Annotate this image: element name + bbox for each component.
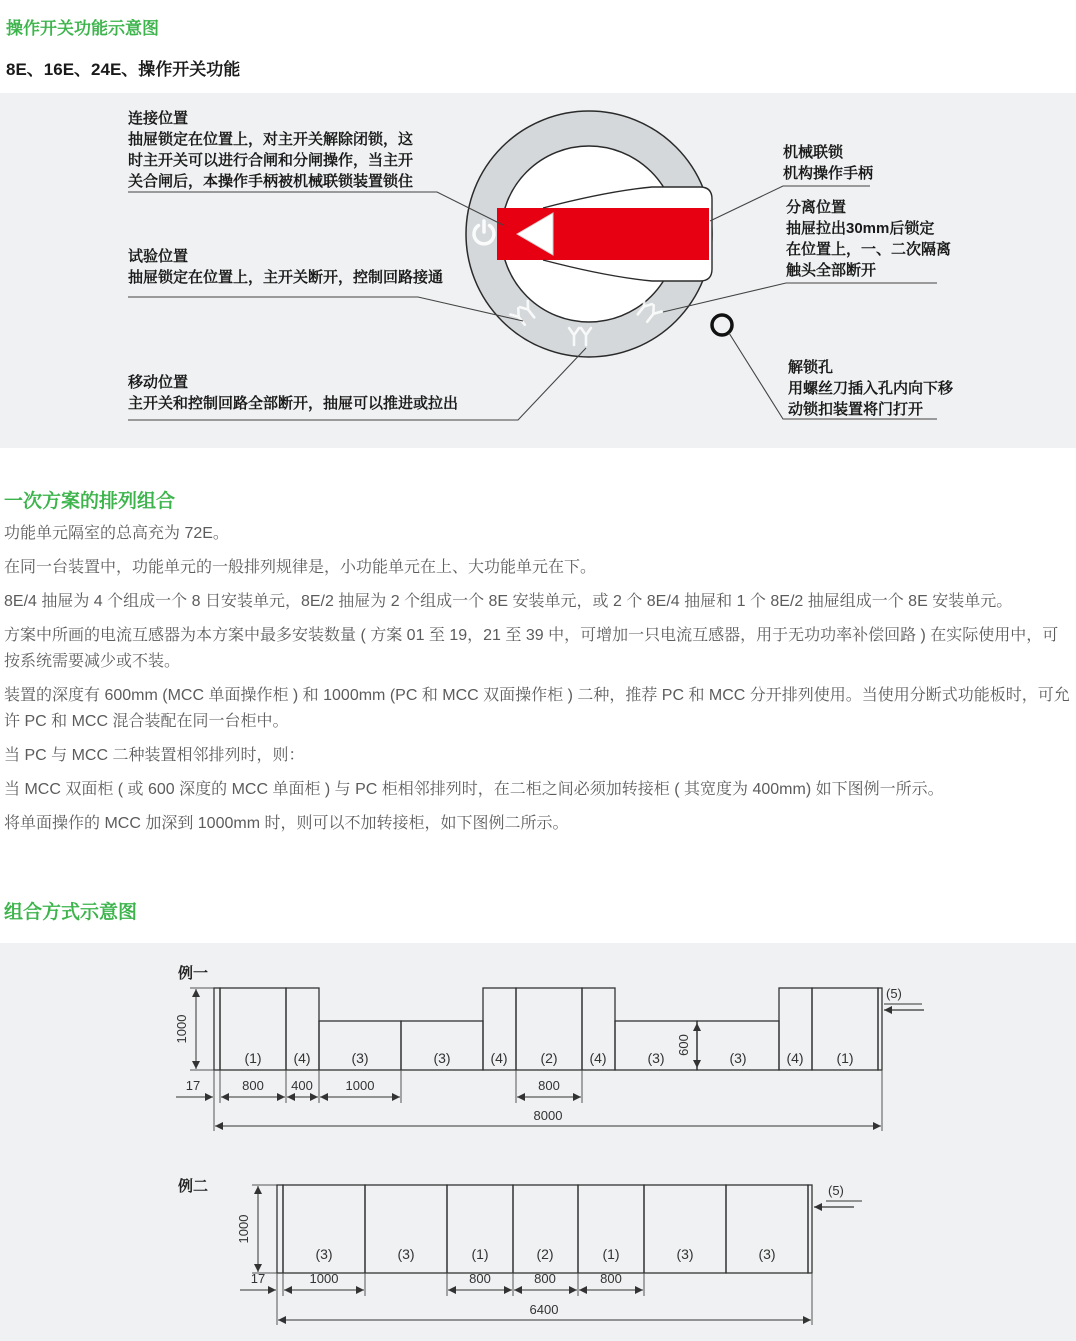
paragraph: 装置的深度有 600mm (MCC 单面操作柜 ) 和 1000mm (PC 和 MCC 双面操作柜 ) 二种，推荐 PC 和 MCC 分开排列使用。当使用分断式功能板时，可允许 PC 和 MCC 混合装配在同一台柜中。 (4, 687, 1070, 730)
example2-drawing (178, 1177, 862, 1325)
paragraph: 方案中所画的电流互感器为本方案中最多安装数量 ( 方案 01 至 19，21 至 39 中，可增加一只电流互感器，用于无功功率补偿回路 ) 在实际使用中，可按系统需要减少或不装。 (4, 627, 1059, 670)
unit-label: (4) (490, 1050, 508, 1066)
subheading-switch-types: 8E、16E、24E、操作开关功能 (6, 60, 241, 79)
arrangement-paragraphs (4, 521, 1074, 845)
callout-test-body: 抽屉锁定在位置上，主开关断开，控制回路接通 (128, 269, 444, 286)
example2-end-dim: 17 (250, 1271, 266, 1286)
end-panel (214, 988, 220, 1070)
section-heading-arrangement: 一次方案的排列组合 (4, 491, 176, 512)
paragraph: 8E/4 抽屉为 4 个组成一个 8 日安装单元，8E/2 抽屉为 2 个组成一个 8E 安装单元，或 2 个 8E/4 抽屉和 1 个 8E/2 抽屉组成一个 8E 安装单元。 (4, 593, 1013, 610)
example1-dim: 800 (538, 1078, 560, 1093)
unit-label: (3) (433, 1050, 451, 1066)
example2-panel-ref: (5) (828, 1183, 844, 1198)
paragraph: 在同一台装置中，功能单元的一般排列规律是，小功能单元在上、大功能单元在下。 (4, 559, 597, 576)
example1-dim: 400 (291, 1078, 313, 1093)
paragraph: 功能单元隔室的总高充为 72E。 (4, 525, 229, 542)
panel-combination-diagram (0, 943, 1076, 1341)
unit-label: (3) (647, 1050, 665, 1066)
example2-label: 例二 (178, 1178, 209, 1195)
example1-panel-ref: (5) (886, 986, 902, 1001)
unit-label: (1) (471, 1246, 489, 1262)
paragraph: 当 MCC 双面柜 ( 或 600 深度的 MCC 单面柜 ) 与 PC 柜相邻排列时，在二柜之间必须加转接柜 ( 其宽度为 400mm) 如下图例一所示。 (4, 781, 944, 798)
callout-connect-title: 连接位置 (128, 110, 189, 127)
example2-dim: 800 (534, 1271, 556, 1286)
example2-depth-dim: 1000 (236, 1214, 251, 1244)
callout-separate-body: 抽屉拉出30mm后锁定 在位置上，一、二次隔离 触头全部断开 (786, 220, 952, 279)
unit-label: (3) (758, 1246, 776, 1262)
example1-600-dim: 600 (676, 1034, 691, 1056)
example2-dim: 800 (469, 1271, 491, 1286)
unit-label: (4) (786, 1050, 804, 1066)
section-heading-combination: 组合方式示意图 (4, 902, 138, 923)
callout-interlock: 机械联锁 机构操作手柄 (783, 144, 874, 182)
unit-label: (1) (244, 1050, 262, 1066)
callout-unlock-hole (788, 357, 1018, 420)
callout-connect-body: 抽屉锁定在位置上，对主开关解除闭锁，这 时主开关可以进行合闸和分闸操作，当主开 关合闸后，本操作手柄被机械联锁装置锁住 (128, 131, 414, 190)
callout-test-position (128, 246, 488, 288)
unit-label: (3) (397, 1246, 415, 1262)
unit-label: (3) (676, 1246, 694, 1262)
example1-total-dim: 8000 (533, 1108, 563, 1123)
section-heading-switch-function: 操作开关功能示意图 (6, 19, 159, 38)
example1-label: 例一 (178, 965, 209, 982)
callout-move-body: 主开关和控制回路全部断开，抽屉可以推进或拉出 (128, 395, 459, 412)
example2-dim: 800 (600, 1271, 622, 1286)
callout-separate-title: 分离位置 (786, 199, 847, 216)
example2-total-dim: 6400 (529, 1302, 559, 1317)
example1-drawing (174, 964, 924, 1131)
unit-label: (2) (540, 1050, 558, 1066)
callout-test-title: 试验位置 (128, 248, 189, 265)
paragraph: 将单面操作的 MCC 加深到 1000mm 时，则可以不加转接柜，如下图例二所示。 (4, 815, 569, 832)
example1-end-dim: 17 (185, 1078, 201, 1093)
unlock-hole-icon (712, 315, 732, 335)
example1-dim: 1000 (345, 1078, 375, 1093)
end-panel (878, 988, 882, 1070)
paragraph: 当 PC 与 MCC 二种装置相邻排列时，则： (4, 747, 305, 764)
callout-connect-position (128, 108, 458, 192)
example1-dim: 800 (242, 1078, 264, 1093)
unit-label: (3) (729, 1050, 747, 1066)
unit-label: (1) (836, 1050, 854, 1066)
example2-dim: 1000 (309, 1271, 339, 1286)
callout-unlock-title: 解锁孔 (788, 359, 834, 376)
callout-unlock-body: 用螺丝刀插入孔内向下移 动锁扣装置将门打开 (788, 380, 954, 418)
unit-label: (4) (589, 1050, 607, 1066)
example1-depth-dim: 1000 (174, 1014, 189, 1044)
callout-move-position (128, 372, 548, 414)
unit-label: (3) (315, 1246, 333, 1262)
unit-label: (4) (293, 1050, 311, 1066)
callout-move-title: 移动位置 (128, 374, 189, 391)
unit-label: (3) (351, 1050, 369, 1066)
combination-drawing (0, 943, 1076, 1341)
unit-label: (2) (536, 1246, 554, 1262)
end-panel (808, 1185, 812, 1273)
callout-separate-position (786, 197, 1006, 281)
end-panel (277, 1185, 283, 1273)
unit-label: (1) (602, 1246, 620, 1262)
panel-switch-diagram (0, 93, 1076, 448)
